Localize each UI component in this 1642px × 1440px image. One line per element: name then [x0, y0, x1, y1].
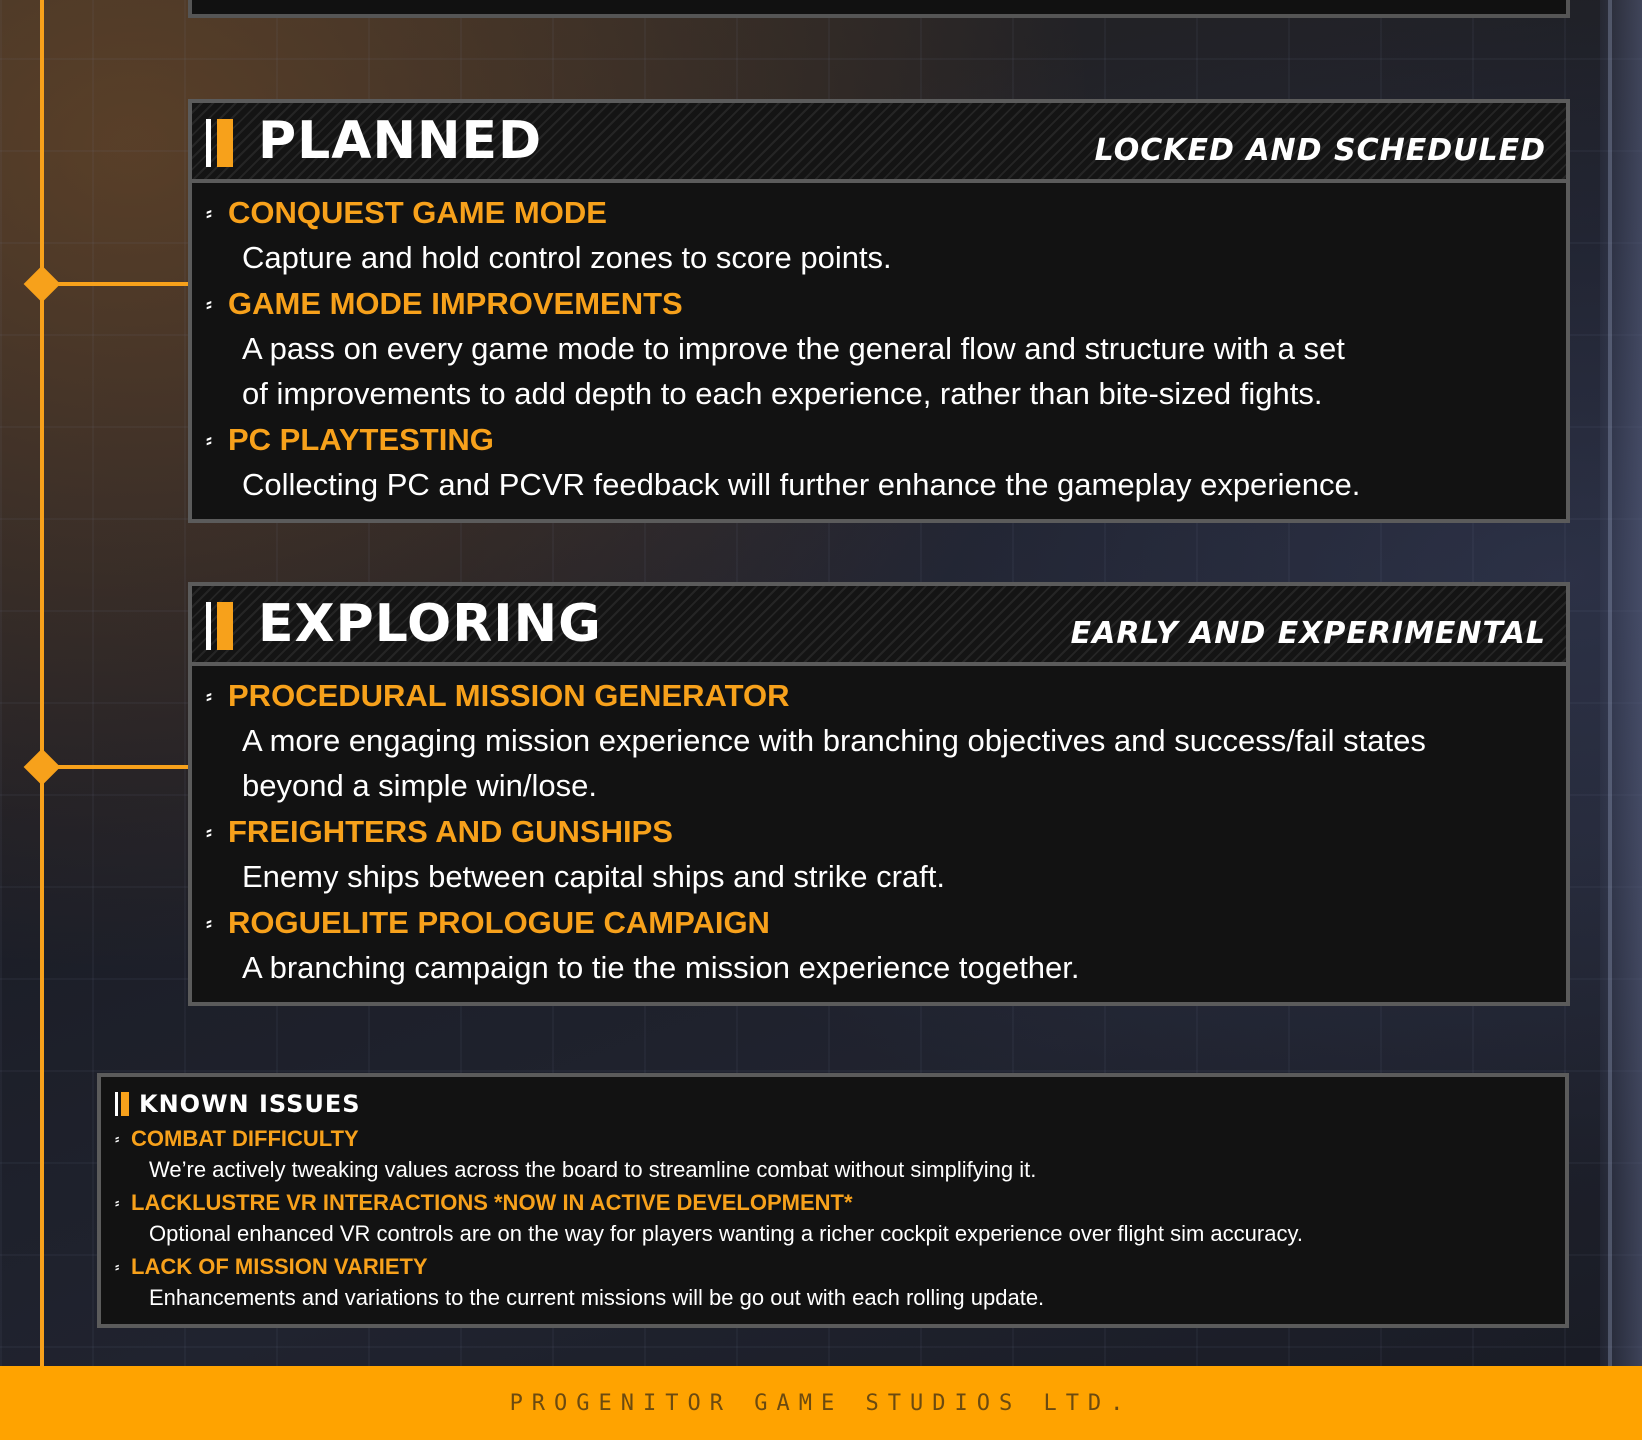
section-body: [188, 183, 1570, 523]
section-subtitle: EARLY AND EXPERIMENTAL: [1070, 616, 1546, 651]
bullet-icon: ⸗: [206, 822, 212, 842]
item-title: CONQUEST GAME MODE: [228, 195, 607, 230]
list-item: [206, 191, 1548, 280]
issue-desc: Enhancements and variations to the current missions will be go out with each rolling update.: [149, 1285, 1045, 1310]
issue-desc: Optional enhanced VR controls are on the way for players wanting a richer cockpit experience over flight sim accuracy.: [149, 1221, 1303, 1246]
list-item: [206, 901, 1548, 990]
known-issues-title: KNOWN ISSUES: [139, 1090, 361, 1118]
list-item: [206, 674, 1548, 808]
list-item: [206, 418, 1548, 507]
bullet-icon: ⸗: [115, 1195, 120, 1210]
bullet-icon: ⸗: [206, 430, 212, 450]
list-item: [115, 1123, 1551, 1185]
section-header: [188, 99, 1570, 183]
section-subtitle: LOCKED AND SCHEDULED: [1094, 133, 1546, 168]
item-title: ROGUELITE PROLOGUE CAMPAIGN: [228, 905, 770, 940]
known-issues-panel: [97, 1073, 1569, 1328]
previous-panel-edge: [188, 0, 1570, 18]
list-item: [115, 1251, 1551, 1313]
timeline-node-exploring: [24, 749, 61, 786]
issue-title: LACK OF MISSION VARIETY: [131, 1254, 428, 1279]
list-item: [206, 810, 1548, 899]
item-title: GAME MODE IMPROVEMENTS: [228, 286, 683, 321]
header-bars-icon: [115, 1092, 129, 1116]
issue-title: COMBAT DIFFICULTY: [131, 1126, 359, 1151]
list-item: [206, 282, 1548, 416]
timeline-line: [40, 0, 44, 1366]
footer-bar: [0, 1366, 1642, 1440]
bullet-icon: ⸗: [206, 203, 212, 223]
item-title: FREIGHTERS AND GUNSHIPS: [228, 814, 673, 849]
section-title: EXPLORING: [258, 594, 602, 654]
issue-desc: We’re actively tweaking values across the board to streamline combat without simplifying it.: [149, 1157, 1037, 1182]
bullet-icon: ⸗: [115, 1131, 120, 1146]
item-desc: A more engaging mission experience with branching objectives and success/fail states: [242, 723, 1426, 758]
header-bars-icon: [206, 119, 233, 167]
section-exploring: [188, 582, 1570, 1006]
section-header: [188, 582, 1570, 666]
bullet-icon: ⸗: [115, 1259, 120, 1274]
section-body: [188, 666, 1570, 1006]
header-bars-icon: [206, 602, 233, 650]
bullet-icon: ⸗: [206, 913, 212, 933]
section-title: PLANNED: [258, 111, 543, 171]
issue-title: LACKLUSTRE VR INTERACTIONS *NOW IN ACTIVE DEVELOPMENT*: [131, 1190, 853, 1215]
timeline-connector-planned: [44, 282, 189, 286]
list-item: [115, 1187, 1551, 1249]
item-title: PROCEDURAL MISSION GENERATOR: [228, 678, 790, 713]
item-desc: A branching campaign to tie the mission experience together.: [242, 950, 1080, 985]
item-desc: A pass on every game mode to improve the general flow and structure with a set: [242, 331, 1345, 366]
right-edge-decoration: [1600, 0, 1642, 1366]
known-issues-header: [115, 1087, 1551, 1121]
item-desc: Capture and hold control zones to score points.: [242, 240, 892, 275]
timeline-connector-exploring: [44, 765, 189, 769]
item-desc: Collecting PC and PCVR feedback will further enhance the gameplay experience.: [242, 467, 1361, 502]
item-desc: beyond a simple win/lose.: [242, 768, 597, 803]
item-desc: Enemy ships between capital ships and strike craft.: [242, 859, 946, 894]
item-title: PC PLAYTESTING: [228, 422, 494, 457]
bullet-icon: ⸗: [206, 686, 212, 706]
footer-text: PROGENITOR GAME STUDIOS LTD.: [509, 1390, 1133, 1416]
bullet-icon: ⸗: [206, 294, 212, 314]
section-planned: [188, 99, 1570, 523]
item-desc: of improvements to add depth to each experience, rather than bite-sized fights.: [242, 376, 1323, 411]
timeline-node-planned: [24, 266, 61, 303]
